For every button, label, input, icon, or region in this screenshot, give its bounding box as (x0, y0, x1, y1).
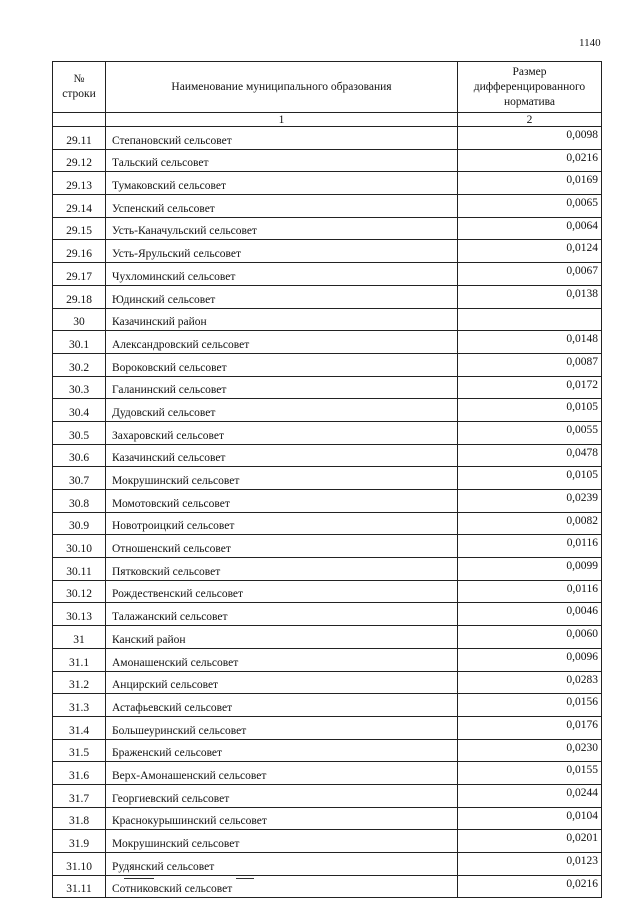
row-number-cell: 30 (53, 308, 106, 331)
municipality-name-cell: Усть-Каначульский сельсовет (106, 217, 458, 240)
row-number-cell: 31.7 (53, 784, 106, 807)
normative-value-cell: 0,0055 (458, 421, 602, 444)
row-number-cell: 29.11 (53, 127, 106, 150)
normative-value-cell: 0,0169 (458, 172, 602, 195)
normative-value-cell: 0,0104 (458, 807, 602, 830)
footer-rule-left (124, 878, 154, 879)
municipality-name-cell: Большеуринский сельсовет (106, 716, 458, 739)
municipality-name-cell: Сотниковский сельсовет (106, 875, 458, 898)
municipality-name-cell: Пятковский сельсовет (106, 558, 458, 581)
municipality-name-cell: Мокрушинский сельсовет (106, 830, 458, 853)
row-number-cell: 30.6 (53, 444, 106, 467)
table-row (53, 127, 602, 150)
municipality-name-cell: Казачинский сельсовет (106, 444, 458, 467)
table-row (53, 716, 602, 739)
table-row (53, 830, 602, 853)
municipality-name-cell: Талажанский сельсовет (106, 603, 458, 626)
header-municipality-name (106, 62, 458, 113)
municipality-name-cell: Юдинский сельсовет (106, 285, 458, 308)
municipality-name-cell: Александровский сельсовет (106, 331, 458, 354)
row-number-cell: 29.14 (53, 195, 106, 218)
row-number-cell: 30.7 (53, 467, 106, 490)
row-number-cell: 30.4 (53, 399, 106, 422)
normative-value-cell: 0,0176 (458, 716, 602, 739)
normative-value-cell: 0,0105 (458, 467, 602, 490)
table-row (53, 512, 602, 535)
row-number-cell: 30.12 (53, 580, 106, 603)
municipality-name-cell: Степановский сельсовет (106, 127, 458, 150)
normative-value-cell: 0,0067 (458, 263, 602, 286)
normative-value-cell: 0,0239 (458, 490, 602, 513)
row-number-cell: 31.5 (53, 739, 106, 762)
normative-value-cell: 0,0116 (458, 580, 602, 603)
table-row (53, 694, 602, 717)
table-row (53, 467, 602, 490)
row-number-cell: 29.16 (53, 240, 106, 263)
table-row (53, 490, 602, 513)
municipality-name-cell: Дудовский сельсовет (106, 399, 458, 422)
table-row (53, 762, 602, 785)
normative-table (52, 61, 602, 898)
normative-value-cell: 0,0138 (458, 285, 602, 308)
row-number-cell: 29.17 (53, 263, 106, 286)
table-row (53, 784, 602, 807)
table-body (53, 127, 602, 898)
table-row (53, 421, 602, 444)
table-row (53, 739, 602, 762)
table-row (53, 535, 602, 558)
municipality-name-cell: Момотовский сельсовет (106, 490, 458, 513)
column-index-num (53, 113, 106, 127)
row-number-cell: 29.12 (53, 149, 106, 172)
table-row (53, 603, 602, 626)
table-row (53, 399, 602, 422)
table-row (53, 172, 602, 195)
municipality-name-cell: Новотроицкий сельсовет (106, 512, 458, 535)
normative-value-cell: 0,0230 (458, 739, 602, 762)
table-row (53, 626, 602, 649)
header-row (53, 62, 602, 113)
footer-rules (0, 878, 633, 882)
row-number-cell: 30.8 (53, 490, 106, 513)
municipality-name-cell: Астафьевский сельсовет (106, 694, 458, 717)
header-row-number (53, 62, 106, 113)
municipality-name-cell: Амонашенский сельсовет (106, 648, 458, 671)
row-number-cell: 30.1 (53, 331, 106, 354)
row-number-cell: 31.3 (53, 694, 106, 717)
municipality-name-cell: Рудянский сельсовет (106, 853, 458, 876)
page-number: 1140 (579, 37, 601, 49)
table-row (53, 353, 602, 376)
normative-value-cell: 0,0156 (458, 694, 602, 717)
normative-value-cell: 0,0116 (458, 535, 602, 558)
normative-value-cell: 0,0244 (458, 784, 602, 807)
row-number-cell: 29.15 (53, 217, 106, 240)
normative-value-cell: 0,0105 (458, 399, 602, 422)
header-municipality-name-label: Наименование муниципального образования (171, 80, 392, 93)
normative-value-cell: 0,0148 (458, 331, 602, 354)
header-normative-size (458, 62, 602, 113)
municipality-name-cell: Захаровский сельсовет (106, 421, 458, 444)
municipality-name-cell: Краснокурышинский сельсовет (106, 807, 458, 830)
normative-value-cell: 0,0216 (458, 149, 602, 172)
municipality-name-cell: Георгиевский сельсовет (106, 784, 458, 807)
normative-value-cell: 0,0283 (458, 671, 602, 694)
normative-value-cell: 0,0099 (458, 558, 602, 581)
normative-value-cell: 0,0123 (458, 853, 602, 876)
table-row (53, 240, 602, 263)
table-row (53, 558, 602, 581)
row-number-cell: 31.9 (53, 830, 106, 853)
row-number-cell: 30.13 (53, 603, 106, 626)
normative-value-cell: 0,0065 (458, 195, 602, 218)
normative-value-cell: 0,0172 (458, 376, 602, 399)
table-row (53, 195, 602, 218)
table-row (53, 444, 602, 467)
row-number-cell: 31.2 (53, 671, 106, 694)
table-row (53, 376, 602, 399)
table-row (53, 671, 602, 694)
footer-rule-right (236, 878, 254, 879)
row-number-cell: 30.11 (53, 558, 106, 581)
row-number-cell: 29.13 (53, 172, 106, 195)
normative-value-cell: 0,0124 (458, 240, 602, 263)
municipality-name-cell: Канский район (106, 626, 458, 649)
table-row (53, 580, 602, 603)
municipality-name-cell: Верх-Амонашенский сельсовет (106, 762, 458, 785)
row-number-cell: 31.4 (53, 716, 106, 739)
municipality-name-cell: Мокрушинский сельсовет (106, 467, 458, 490)
normative-value-cell (458, 308, 602, 331)
row-number-cell: 31.1 (53, 648, 106, 671)
table-row (53, 308, 602, 331)
table-header (53, 62, 602, 127)
row-number-cell: 31.6 (53, 762, 106, 785)
municipality-name-cell: Отношенский сельсовет (106, 535, 458, 558)
municipality-name-cell: Рождественский сельсовет (106, 580, 458, 603)
normative-value-cell: 0,0098 (458, 127, 602, 150)
municipality-name-cell: Казачинский район (106, 308, 458, 331)
table-row (53, 285, 602, 308)
column-index-name: 1 (106, 113, 458, 127)
row-number-cell: 29.18 (53, 285, 106, 308)
row-number-cell: 31.11 (53, 875, 106, 898)
normative-value-cell: 0,0155 (458, 762, 602, 785)
normative-value-cell: 0,0087 (458, 353, 602, 376)
normative-value-cell: 0,0096 (458, 648, 602, 671)
normative-value-cell: 0,0064 (458, 217, 602, 240)
municipality-name-cell: Вороковский сельсовет (106, 353, 458, 376)
table-row (53, 807, 602, 830)
table-row (53, 853, 602, 876)
row-number-cell: 30.3 (53, 376, 106, 399)
municipality-name-cell: Усть-Ярульский сельсовет (106, 240, 458, 263)
normative-value-cell: 0,0046 (458, 603, 602, 626)
municipality-name-cell: Анцирский сельсовет (106, 671, 458, 694)
normative-value-cell: 0,0478 (458, 444, 602, 467)
row-number-cell: 30.5 (53, 421, 106, 444)
municipality-name-cell: Браженский сельсовет (106, 739, 458, 762)
row-number-cell: 31.8 (53, 807, 106, 830)
municipality-name-cell: Успенский сельсовет (106, 195, 458, 218)
header-normative-size-label: Размер дифференцированного норматива (473, 65, 586, 108)
normative-value-cell: 0,0060 (458, 626, 602, 649)
column-index-value: 2 (458, 113, 602, 127)
table-row (53, 149, 602, 172)
row-number-cell: 30.10 (53, 535, 106, 558)
normative-value-cell: 0,0082 (458, 512, 602, 535)
header-row-number-label: № строки (62, 73, 96, 100)
municipality-name-cell: Галанинский сельсовет (106, 376, 458, 399)
municipality-name-cell: Чухломинский сельсовет (106, 263, 458, 286)
municipality-name-cell: Тальский сельсовет (106, 149, 458, 172)
column-index-row (53, 113, 602, 127)
table-row (53, 648, 602, 671)
table-row (53, 263, 602, 286)
row-number-cell: 30.2 (53, 353, 106, 376)
municipality-name-cell: Тумаковский сельсовет (106, 172, 458, 195)
row-number-cell: 30.9 (53, 512, 106, 535)
table-row (53, 217, 602, 240)
row-number-cell: 31.10 (53, 853, 106, 876)
row-number-cell: 31 (53, 626, 106, 649)
table-row (53, 331, 602, 354)
normative-value-cell: 0,0201 (458, 830, 602, 853)
normative-value-cell: 0,0216 (458, 875, 602, 898)
